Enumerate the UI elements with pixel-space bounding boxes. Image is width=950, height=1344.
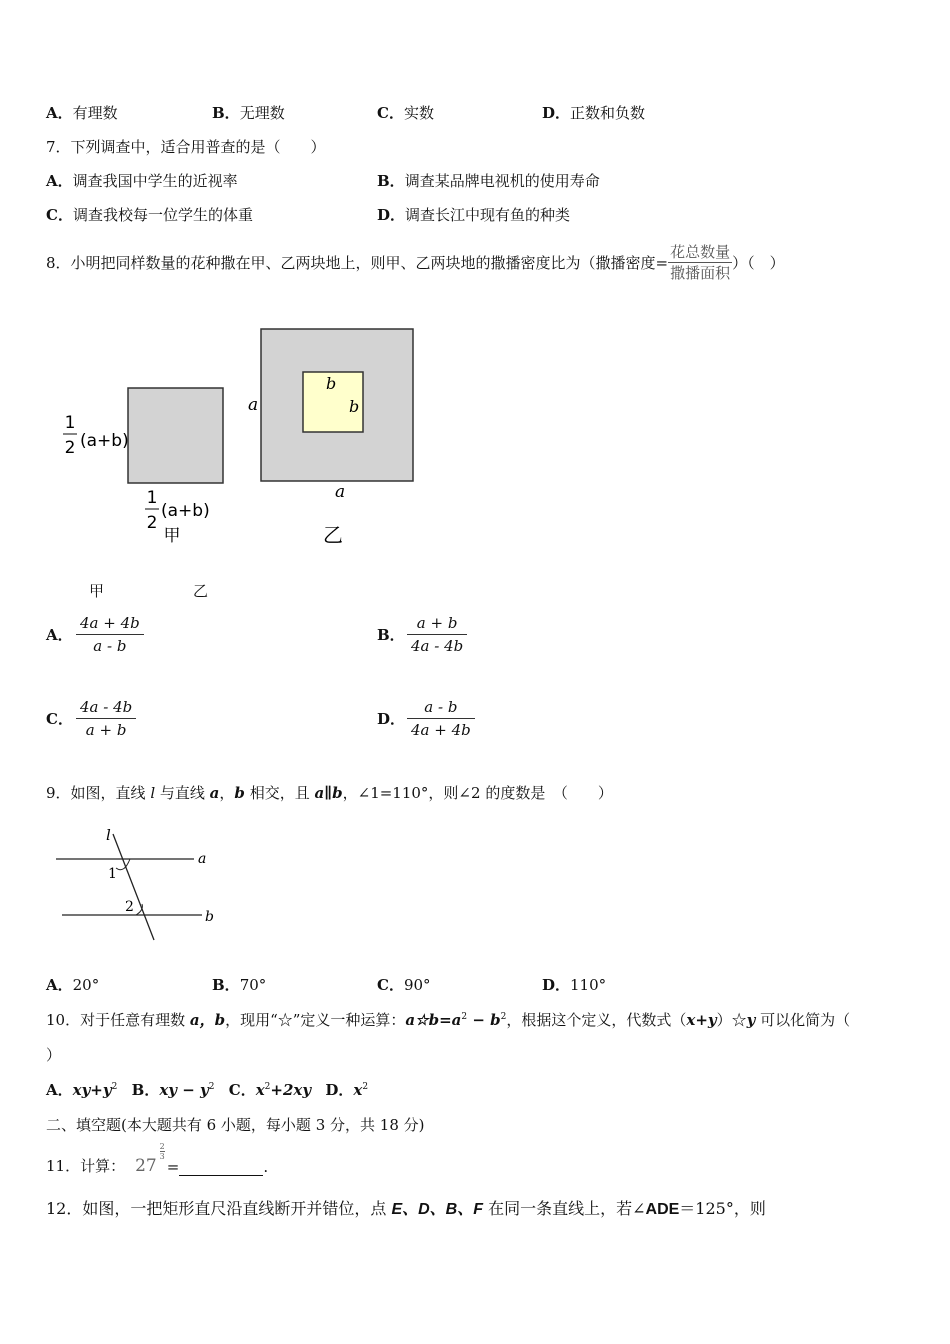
label-angle-1: 1 bbox=[108, 866, 117, 882]
period: . bbox=[263, 1158, 269, 1176]
option-label: D． bbox=[542, 104, 571, 122]
q9-stem-mid1: 与直线 bbox=[155, 784, 210, 802]
q10-stem-mid2: ，根据这个定义，代数式（ bbox=[506, 1011, 687, 1029]
fraction-denominator: a - b bbox=[93, 637, 127, 655]
q8-stem bbox=[46, 236, 785, 288]
q8-option-d bbox=[377, 696, 475, 741]
q9-stem-mid2: 相交，且 bbox=[244, 784, 315, 802]
q7-option-b bbox=[377, 170, 600, 191]
option-text: 调查我校每一位学生的体重 bbox=[72, 206, 253, 224]
option-sup: 2 bbox=[111, 1082, 118, 1092]
option-label: A． bbox=[46, 172, 73, 190]
density-formula bbox=[668, 242, 732, 283]
formula-numerator: 花总数量 bbox=[670, 242, 731, 261]
exp-den: 3 bbox=[159, 1152, 165, 1161]
option-label: B． bbox=[212, 976, 240, 994]
option-label: C． bbox=[377, 104, 404, 122]
expr-xy: x+y bbox=[686, 1011, 717, 1029]
option-label: D． bbox=[377, 206, 406, 224]
plot-jia-square bbox=[128, 388, 223, 483]
formula-denominator: 撒播面积 bbox=[670, 263, 731, 282]
bottom-label-ab: (a+b) bbox=[161, 501, 210, 521]
label-l: l bbox=[106, 826, 111, 844]
angle-name: ADE bbox=[645, 1201, 680, 1218]
q8-stem-text: 8．小明把同样数量的花种撒在甲、乙两块地上，则甲、乙两块地的撒播密度比为（撒播密度= bbox=[46, 253, 669, 272]
half-numerator: 1 bbox=[64, 413, 76, 433]
q10-option-c bbox=[229, 1081, 311, 1099]
rule-minus: − b bbox=[467, 1011, 501, 1029]
option-label: B． bbox=[377, 172, 405, 190]
q9-option-b bbox=[212, 974, 266, 995]
rule-sup: 2 bbox=[500, 1012, 507, 1022]
q10-option-b bbox=[132, 1081, 215, 1099]
caption-yi: 乙 bbox=[193, 582, 209, 600]
option-label: A． bbox=[46, 1081, 73, 1099]
var-b: b bbox=[234, 784, 245, 802]
exp-num: 2 bbox=[159, 1142, 165, 1151]
fraction-denominator: a + b bbox=[85, 721, 127, 739]
fraction-numerator: a - b bbox=[407, 696, 475, 719]
q8-option-a bbox=[46, 612, 144, 657]
option-text: x bbox=[353, 1081, 363, 1099]
fraction-numerator: 4a - 4b bbox=[76, 696, 136, 719]
option-label: A． bbox=[46, 626, 73, 644]
option-text: 调查某品牌电视机的使用寿命 bbox=[404, 172, 600, 190]
q10-stem bbox=[46, 1009, 850, 1030]
q9-figure bbox=[50, 822, 230, 947]
q10-stem-line2: ） bbox=[46, 1046, 62, 1064]
option-text: 无理数 bbox=[239, 104, 285, 122]
option-text: 20° bbox=[72, 976, 100, 994]
option-text: 90° bbox=[403, 976, 431, 994]
q11-stem: 11．计算： bbox=[46, 1157, 126, 1175]
option-label: C． bbox=[377, 976, 404, 994]
vars-ab: a，b bbox=[189, 1011, 226, 1029]
q8-option-c bbox=[46, 696, 136, 741]
bottom-label-a: a bbox=[335, 482, 346, 502]
q10-stem-mid: ，现用“☆”定义一种运算： bbox=[225, 1011, 406, 1029]
label-angle-2: 2 bbox=[125, 899, 134, 915]
q8-stem-end: ）（ ） bbox=[732, 253, 785, 272]
power-expr bbox=[135, 1142, 165, 1176]
q10-stem-mid3: ）☆ bbox=[716, 1011, 747, 1029]
option-sup: 2 bbox=[208, 1082, 215, 1092]
inner-label-b-top: b bbox=[326, 374, 337, 393]
q9-stem-mid3: ，∠1=110°，则∠2 的度数是 （ ） bbox=[342, 784, 613, 802]
figure-label-yi: 乙 bbox=[323, 523, 343, 547]
q12-stem-mid: 在同一条直线上，若∠ bbox=[483, 1199, 646, 1218]
q7-option-a bbox=[46, 170, 238, 191]
option-tail: +2xy bbox=[270, 1081, 312, 1099]
option-fraction bbox=[76, 612, 144, 657]
option-label: A． bbox=[46, 104, 73, 122]
rule-sup: 2 bbox=[461, 1012, 468, 1022]
power-exponent bbox=[160, 1142, 165, 1161]
var-y: y bbox=[746, 1011, 756, 1029]
q8-figure bbox=[55, 320, 425, 552]
option-text: 调查长江中现有鱼的种类 bbox=[405, 206, 571, 224]
option-text: x bbox=[255, 1081, 265, 1099]
angle-2-arc bbox=[136, 904, 142, 915]
option-text: 实数 bbox=[403, 104, 434, 122]
option-label: B． bbox=[212, 104, 240, 122]
q12-stem-prefix: 12．如图，一把矩形直尺沿直线断开并错位，点 bbox=[46, 1199, 392, 1218]
option-sup: 2 bbox=[362, 1082, 369, 1092]
comma: ， bbox=[219, 784, 235, 802]
q7-option-c bbox=[46, 204, 253, 225]
fraction-numerator: 4a + 4b bbox=[76, 612, 144, 635]
fraction-numerator: a + b bbox=[407, 612, 467, 635]
q9-option-c bbox=[377, 974, 431, 995]
option-label: C． bbox=[46, 710, 73, 728]
rule-expr: a☆b=a bbox=[405, 1011, 462, 1029]
option-label: D． bbox=[325, 1081, 354, 1099]
option-text: 正数和负数 bbox=[570, 104, 646, 122]
side-label-ab: (a+b) bbox=[80, 431, 129, 451]
half-denominator: 2 bbox=[64, 438, 76, 458]
q6-option-a bbox=[46, 102, 118, 123]
fraction-denominator: 4a + 4b bbox=[411, 721, 471, 739]
option-fraction bbox=[76, 696, 136, 741]
option-text: xy+y bbox=[72, 1081, 112, 1099]
option-text: 有理数 bbox=[72, 104, 118, 122]
option-fraction bbox=[407, 696, 475, 741]
q7-option-d bbox=[377, 204, 570, 225]
q11 bbox=[46, 1140, 268, 1176]
q6-option-b bbox=[212, 102, 285, 123]
q7-stem: 7．下列调查中，适合用普查的是（ ） bbox=[46, 138, 326, 156]
q10-option-a bbox=[46, 1081, 117, 1099]
caption-jia: 甲 bbox=[89, 582, 105, 600]
q9-stem-prefix: 9．如图，直线 bbox=[46, 784, 151, 802]
label-b: b bbox=[205, 909, 214, 925]
option-text: 110° bbox=[570, 976, 607, 994]
q9-stem bbox=[46, 782, 613, 803]
q8-option-b bbox=[377, 612, 467, 657]
q10-options bbox=[46, 1079, 368, 1100]
option-label: B． bbox=[377, 626, 405, 644]
option-label: A． bbox=[46, 976, 73, 994]
label-a: a bbox=[198, 851, 207, 867]
option-label: D． bbox=[377, 710, 406, 728]
option-text: 调查我国中学生的近视率 bbox=[72, 172, 238, 190]
equals: = bbox=[166, 1158, 180, 1176]
option-label: B． bbox=[131, 1081, 160, 1099]
side-label-a: a bbox=[248, 395, 259, 415]
half-numerator: 1 bbox=[146, 488, 158, 508]
q9-option-a bbox=[46, 974, 99, 995]
q6-option-d bbox=[542, 102, 645, 123]
power-base: 27 bbox=[135, 1156, 157, 1176]
section-title: 二、填空题(本大题共有 6 小题，每小题 3 分，共 18 分) bbox=[46, 1116, 425, 1134]
q10-stem-end: 可以化简为（ bbox=[755, 1011, 851, 1029]
q10-option-d bbox=[325, 1081, 368, 1099]
option-label: C． bbox=[228, 1081, 256, 1099]
answer-blank[interactable] bbox=[179, 1161, 263, 1176]
var-a: a bbox=[209, 784, 220, 802]
option-text: 70° bbox=[239, 976, 267, 994]
option-label: C． bbox=[46, 206, 73, 224]
figure-label-jia: 甲 bbox=[163, 526, 181, 546]
q12-stem bbox=[46, 1196, 766, 1219]
half-denominator: 2 bbox=[146, 513, 158, 533]
fraction-denominator: 4a - 4b bbox=[411, 637, 464, 655]
var-l: l bbox=[150, 784, 156, 802]
option-text: xy − y bbox=[159, 1081, 209, 1099]
option-fraction bbox=[407, 612, 467, 657]
inner-label-b-right: b bbox=[349, 397, 360, 416]
option-sup: 2 bbox=[264, 1082, 271, 1092]
q6-option-c bbox=[377, 102, 434, 123]
q10-stem-prefix: 10．对于任意有理数 bbox=[46, 1011, 190, 1029]
option-label: D． bbox=[542, 976, 571, 994]
points: E、D、B、F bbox=[391, 1201, 484, 1218]
line-l bbox=[113, 834, 154, 940]
parallel-expr: a∥b bbox=[314, 784, 343, 802]
q12-stem-end: ＝125°，则 bbox=[679, 1199, 766, 1218]
q9-option-d bbox=[542, 974, 606, 995]
